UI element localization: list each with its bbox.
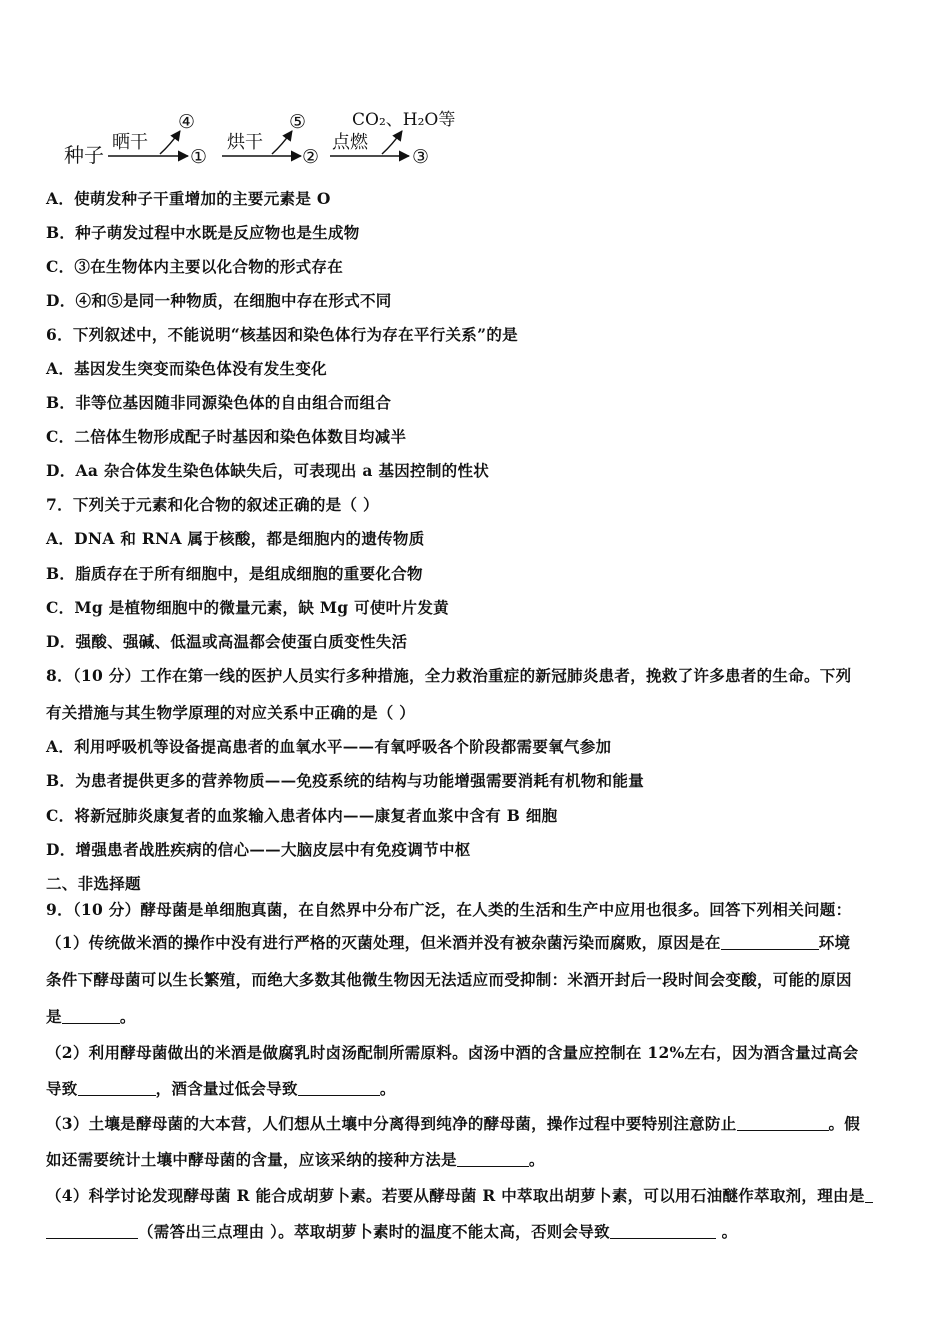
q9-stem: 9．（10 分）酵母菌是单细胞真菌，在自然界中分布广泛，在人类的生活和生产中应用也很多。回答下列相关问题： [46, 900, 852, 919]
q9-p3-text-a: （3）土壤是酵母菌的大本营，人们想从土壤中分离得到纯净的酵母菌，操作过程中要特别注意防止 [46, 1114, 737, 1133]
q9-p3-text-b: 。假 [828, 1114, 861, 1133]
q8-option-b: B．为患者提供更多的营养物质——免疫系统的结构与功能增强需要消耗有机物和能量 [46, 771, 645, 790]
answer-blank-1[interactable] [721, 934, 819, 950]
circled-3: ③ [412, 146, 430, 168]
q9-part3-line1 [46, 1112, 860, 1134]
q6-stem: 6．下列叙述中，不能说明“核基因和染色体行为存在平行关系”的是 [46, 325, 518, 344]
q9-p2-text-d: 。 [379, 1079, 396, 1098]
q9-part1-line2: 条件下酵母菌可以生长繁殖，而绝大多数其他微生物因无法适应而受抑制：米酒开封后一段时间会变酸，可能的原因 [46, 970, 852, 989]
circled-4: ④ [178, 111, 196, 133]
q9-p3-text-d: 。 [528, 1150, 545, 1169]
q7-stem: 7．下列关于元素和化合物的叙述正确的是（ ） [46, 495, 379, 514]
seed-label: 种子 [64, 143, 104, 167]
q5-option-d: D．④和⑤是同一种物质，在细胞中存在形式不同 [46, 291, 392, 310]
q9-p1-text-b: 环境 [818, 933, 851, 952]
branch-arrow-5 [272, 131, 292, 154]
q9-p4-text-b: （需答出三点理由 ）。萃取胡萝卜素时的温度不能太高，否则会导致 [138, 1222, 610, 1241]
seed-processing-diagram [60, 105, 480, 175]
q9-p2-text-b: 导致 [46, 1079, 78, 1098]
answer-blank-8[interactable] [610, 1223, 716, 1239]
answer-blank-5[interactable] [737, 1115, 829, 1131]
answer-blank-2[interactable] [62, 1008, 120, 1024]
q9-part4-line2 [46, 1220, 737, 1242]
answer-blank-6[interactable] [457, 1151, 529, 1167]
answer-blank-3[interactable] [78, 1080, 156, 1096]
oven-dry-label: 烘干 [227, 132, 263, 153]
branch-arrow-4 [160, 131, 180, 154]
q9-part2-line1: （2）利用酵母菌做出的米酒是做腐乳时卤汤配制所需原料。卤汤中酒的含量应控制在 12%左右，因为酒含量过高会 [46, 1043, 859, 1062]
q9-part4-line1 [46, 1184, 873, 1206]
ignite-label: 点燃 [332, 132, 368, 153]
q9-p2-text-c: ，酒含量过低会导致 [155, 1079, 298, 1098]
q8-option-c: C．将新冠肺炎康复者的血浆输入患者体内——康复者血浆中含有 B 细胞 [46, 806, 558, 825]
q6-option-d: D．Aa 杂合体发生染色体缺失后，可表现出 a 基因控制的性状 [46, 461, 490, 480]
branch-arrow-products [382, 131, 402, 154]
q8-option-d: D．增强患者战胜疾病的信心——大脑皮层中有免疫调节中枢 [46, 840, 471, 859]
sun-dry-label: 晒干 [112, 132, 148, 153]
q9-p4-text-a: （4）科学讨论发现酵母菌 R 能合成胡萝卜素。若要从酵母菌 R 中萃取出胡萝卜素，可以用石油醚作萃取剂，理由是 [46, 1186, 865, 1205]
q6-option-a: A．基因发生突变而染色体没有发生变化 [46, 359, 327, 378]
answer-blank-7b[interactable] [46, 1223, 138, 1239]
q9-p3-text-c: 如还需要统计土壤中酵母菌的含量，应该采纳的接种方法是 [46, 1150, 457, 1169]
q9-p1-text-a: （1）传统做米酒的操作中没有进行严格的灭菌处理，但米酒并没有被杂菌污染而腐败，原因是在 [46, 933, 721, 952]
circled-5: ⑤ [289, 111, 307, 133]
answer-blank-4[interactable] [298, 1080, 380, 1096]
q8-stem-line2: 有关措施与其生物学原理的对应关系中正确的是（ ） [46, 703, 416, 722]
q8-option-a: A．利用呼吸机等设备提高患者的血氧水平——有氧呼吸各个阶段都需要氧气参加 [46, 737, 612, 756]
q7-option-b: B．脂质存在于所有细胞中，是组成细胞的重要化合物 [46, 564, 423, 583]
section-heading: 二、非选择题 [46, 874, 141, 893]
q5-option-a: A．使萌发种子干重增加的主要元素是 O [46, 189, 331, 208]
q7-option-a: A．DNA 和 RNA 属于核酸，都是细胞内的遗传物质 [46, 529, 425, 548]
q8-stem-line1: 8．（10 分）工作在第一线的医护人员实行多种措施，全力救治重症的新冠肺炎患者，挽救了许多患者的生命。下列 [46, 666, 852, 685]
q9-p1-text-d: 是 [46, 1007, 62, 1026]
products-label: CO₂、H₂O等 [352, 110, 456, 130]
q6-option-c: C．二倍体生物形成配子时基因和染色体数目均减半 [46, 427, 407, 446]
circled-2: ② [302, 146, 320, 168]
q9-p4-text-c: 。 [721, 1222, 738, 1241]
q9-part1-line1 [46, 931, 850, 953]
q5-option-c: C．③在生物体内主要以化合物的形式存在 [46, 257, 344, 276]
circled-1: ① [190, 146, 208, 168]
q9-part3-line2 [46, 1148, 545, 1170]
q6-option-b: B．非等位基因随非同源染色体的自由组合而组合 [46, 393, 392, 412]
q5-option-b: B．种子萌发过程中水既是反应物也是生成物 [46, 223, 360, 242]
q9-p1-text-e: 。 [119, 1007, 136, 1026]
q7-option-c: C．Mg 是植物细胞中的微量元素，缺 Mg 可使叶片发黄 [46, 598, 449, 617]
answer-blank-7a[interactable] [865, 1187, 873, 1203]
q7-option-d: D．强酸、强碱、低温或高温都会使蛋白质变性失活 [46, 632, 408, 651]
q9-part1-line3 [46, 1005, 136, 1027]
q9-part2-line2 [46, 1077, 396, 1099]
